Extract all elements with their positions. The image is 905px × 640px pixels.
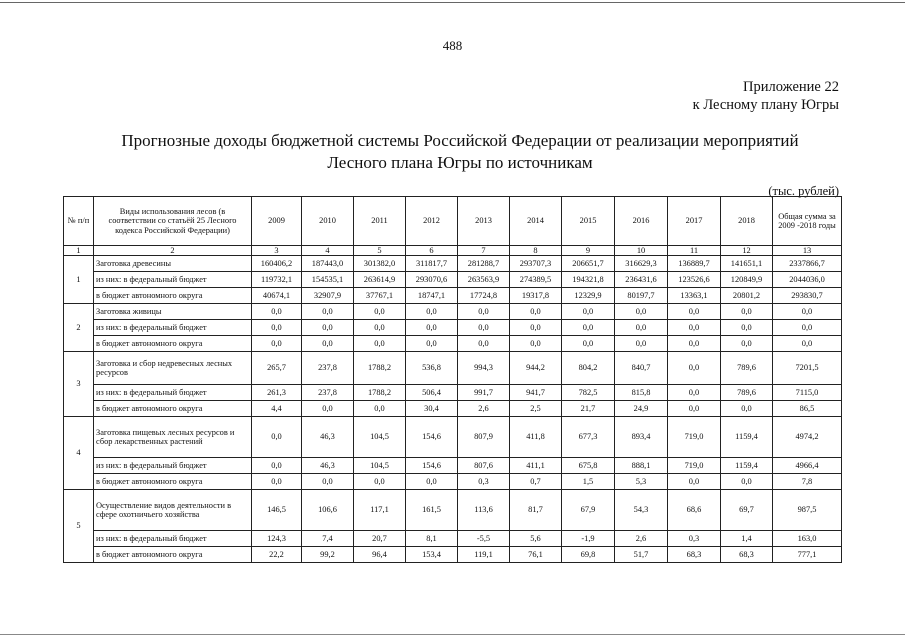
value-cell: 991,7 — [458, 385, 510, 401]
header-cell: 2010 — [302, 197, 354, 246]
value-cell: 0,0 — [252, 304, 302, 320]
value-cell: 96,4 — [354, 547, 406, 563]
value-cell: 68,6 — [668, 490, 721, 531]
row-name-cell: из них: в федеральный бюджет — [94, 272, 252, 288]
value-cell: 113,6 — [458, 490, 510, 531]
value-cell: 7,8 — [773, 474, 842, 490]
appendix-note — [693, 78, 839, 114]
value-cell: -1,9 — [562, 531, 615, 547]
value-cell: 0,0 — [615, 320, 668, 336]
value-cell: 1788,2 — [354, 385, 406, 401]
value-cell: 21,7 — [562, 401, 615, 417]
value-cell: 804,2 — [562, 352, 615, 385]
column-number-cell: 5 — [354, 246, 406, 256]
value-cell: 22,2 — [252, 547, 302, 563]
value-cell: 0,0 — [510, 320, 562, 336]
value-cell: 76,1 — [510, 547, 562, 563]
column-number-cell: 3 — [252, 246, 302, 256]
value-cell: 4966,4 — [773, 458, 842, 474]
revenue-table — [63, 196, 842, 563]
row-name-cell: Осуществление видов деятельности в сфере охотничьего хозяйства — [94, 490, 252, 531]
value-cell: 1788,2 — [354, 352, 406, 385]
table-row — [64, 352, 842, 385]
value-cell: 19317,8 — [510, 288, 562, 304]
value-cell: 1,5 — [562, 474, 615, 490]
table-row — [64, 288, 842, 304]
value-cell: 777,1 — [773, 547, 842, 563]
row-name-cell: в бюджет автономного округа — [94, 547, 252, 563]
value-cell: 69,8 — [562, 547, 615, 563]
header-cell: 2011 — [354, 197, 406, 246]
value-cell: 0,7 — [510, 474, 562, 490]
value-cell: 411,1 — [510, 458, 562, 474]
value-cell: 119,1 — [458, 547, 510, 563]
value-cell: 789,6 — [721, 352, 773, 385]
appendix-line-2: к Лесному плану Югры — [692, 97, 839, 113]
header-cell: 2013 — [458, 197, 510, 246]
table-row — [64, 304, 842, 320]
value-cell: 0,0 — [615, 336, 668, 352]
column-number-cell: 1 — [64, 246, 94, 256]
value-cell: 0,0 — [668, 304, 721, 320]
table-row — [64, 547, 842, 563]
value-cell: 411,8 — [510, 417, 562, 458]
value-cell: 293707,3 — [510, 256, 562, 272]
value-cell: 2337866,7 — [773, 256, 842, 272]
value-cell: 4974,2 — [773, 417, 842, 458]
value-cell: 141651,1 — [721, 256, 773, 272]
title-line-2: Лесного плана Югры по источникам — [327, 153, 593, 172]
row-name-cell: Заготовка и сбор недревесных лесных ресурсов — [94, 352, 252, 385]
value-cell: 840,7 — [615, 352, 668, 385]
value-cell: 0,0 — [615, 304, 668, 320]
value-cell: 17724,8 — [458, 288, 510, 304]
value-cell: 46,3 — [302, 458, 354, 474]
value-cell: 69,7 — [721, 490, 773, 531]
value-cell: 677,3 — [562, 417, 615, 458]
value-cell: 0,0 — [302, 401, 354, 417]
top-border-line — [0, 2, 905, 3]
value-cell: 51,7 — [615, 547, 668, 563]
value-cell: 311817,7 — [406, 256, 458, 272]
value-cell: 20801,2 — [721, 288, 773, 304]
value-cell: 46,3 — [302, 417, 354, 458]
row-name-cell: из них: в федеральный бюджет — [94, 320, 252, 336]
value-cell: 2,5 — [510, 401, 562, 417]
header-cell: 2014 — [510, 197, 562, 246]
value-cell: 99,2 — [302, 547, 354, 563]
value-cell: 160406,2 — [252, 256, 302, 272]
value-cell: 4,4 — [252, 401, 302, 417]
value-cell: 281288,7 — [458, 256, 510, 272]
value-cell: 0,0 — [668, 320, 721, 336]
value-cell: 86,5 — [773, 401, 842, 417]
value-cell: 104,5 — [354, 458, 406, 474]
row-number-cell: 1 — [64, 256, 94, 304]
row-name-cell: Заготовка пищевых лесных ресурсов и сбор лекарственных растений — [94, 417, 252, 458]
value-cell: 106,6 — [302, 490, 354, 531]
value-cell: 7,4 — [302, 531, 354, 547]
value-cell: 0,0 — [354, 336, 406, 352]
table-row — [64, 320, 842, 336]
value-cell: 0,0 — [406, 320, 458, 336]
column-number-cell: 7 — [458, 246, 510, 256]
value-cell: 104,5 — [354, 417, 406, 458]
value-cell: 0,0 — [721, 320, 773, 336]
table-row — [64, 336, 842, 352]
value-cell: 0,0 — [668, 401, 721, 417]
value-cell: 124,3 — [252, 531, 302, 547]
value-cell: 815,8 — [615, 385, 668, 401]
value-cell: 0,0 — [668, 336, 721, 352]
value-cell: 68,3 — [721, 547, 773, 563]
value-cell: 123526,6 — [668, 272, 721, 288]
column-number-cell: 4 — [302, 246, 354, 256]
value-cell: 30,4 — [406, 401, 458, 417]
table-row — [64, 401, 842, 417]
row-name-cell: в бюджет автономного округа — [94, 401, 252, 417]
value-cell: 719,0 — [668, 417, 721, 458]
value-cell: 293070,6 — [406, 272, 458, 288]
row-name-cell: Заготовка древесины — [94, 256, 252, 272]
column-number-cell: 2 — [94, 246, 252, 256]
value-cell: 80197,7 — [615, 288, 668, 304]
header-cell: 2009 — [252, 197, 302, 246]
value-cell: 536,8 — [406, 352, 458, 385]
document-title — [60, 130, 860, 174]
value-cell: 0,0 — [302, 320, 354, 336]
page-number: 488 — [442, 38, 463, 53]
value-cell: 0,0 — [773, 304, 842, 320]
value-cell: 0,0 — [354, 401, 406, 417]
value-cell: 0,0 — [354, 474, 406, 490]
value-cell: 782,5 — [562, 385, 615, 401]
value-cell: 154,6 — [406, 417, 458, 458]
value-cell: 316629,3 — [615, 256, 668, 272]
table-row — [64, 256, 842, 272]
value-cell: 2,6 — [458, 401, 510, 417]
value-cell: 13363,1 — [668, 288, 721, 304]
value-cell: 0,3 — [668, 531, 721, 547]
value-cell: 24,9 — [615, 401, 668, 417]
table-body — [64, 256, 842, 563]
value-cell: 0,0 — [721, 336, 773, 352]
value-cell: 67,9 — [562, 490, 615, 531]
value-cell: 265,7 — [252, 352, 302, 385]
value-cell: 2044036,0 — [773, 272, 842, 288]
table-row — [64, 458, 842, 474]
value-cell: 0,0 — [721, 474, 773, 490]
column-number-cell: 12 — [721, 246, 773, 256]
row-number-cell: 5 — [64, 490, 94, 563]
table-row — [64, 272, 842, 288]
value-cell: 807,9 — [458, 417, 510, 458]
value-cell: 994,3 — [458, 352, 510, 385]
value-cell: 263614,9 — [354, 272, 406, 288]
value-cell: 154535,1 — [302, 272, 354, 288]
value-cell: 506,4 — [406, 385, 458, 401]
value-cell: 0,0 — [302, 336, 354, 352]
value-cell: 719,0 — [668, 458, 721, 474]
value-cell: 0,0 — [668, 385, 721, 401]
value-cell: 893,4 — [615, 417, 668, 458]
value-cell: 0,0 — [458, 320, 510, 336]
value-cell: 0,0 — [406, 474, 458, 490]
value-cell: 807,6 — [458, 458, 510, 474]
value-cell: 0,0 — [668, 474, 721, 490]
row-name-cell: из них: в федеральный бюджет — [94, 458, 252, 474]
row-number-cell: 3 — [64, 352, 94, 417]
value-cell: 2,6 — [615, 531, 668, 547]
header-row — [64, 197, 842, 246]
row-name-cell: из них: в федеральный бюджет — [94, 531, 252, 547]
value-cell: 675,8 — [562, 458, 615, 474]
value-cell: 163,0 — [773, 531, 842, 547]
column-number-cell: 11 — [668, 246, 721, 256]
value-cell: 0,0 — [562, 336, 615, 352]
value-cell: 944,2 — [510, 352, 562, 385]
row-name-cell: в бюджет автономного округа — [94, 336, 252, 352]
value-cell: 236431,6 — [615, 272, 668, 288]
value-cell: 301382,0 — [354, 256, 406, 272]
value-cell: 0,0 — [510, 304, 562, 320]
value-cell: 146,5 — [252, 490, 302, 531]
value-cell: 0,0 — [406, 336, 458, 352]
value-cell: 5,3 — [615, 474, 668, 490]
value-cell: 161,5 — [406, 490, 458, 531]
table-row — [64, 490, 842, 531]
value-cell: 0,0 — [354, 304, 406, 320]
value-cell: 18747,1 — [406, 288, 458, 304]
value-cell: 0,0 — [721, 304, 773, 320]
value-cell: 789,6 — [721, 385, 773, 401]
value-cell: 0,0 — [252, 336, 302, 352]
header-cell: 2015 — [562, 197, 615, 246]
column-number-cell: 8 — [510, 246, 562, 256]
header-cell: Виды использования лесов (в соответствии со статьёй 25 Лесного кодекса Российской Федерации) — [94, 197, 252, 246]
value-cell: 1,4 — [721, 531, 773, 547]
value-cell: 0,0 — [458, 336, 510, 352]
value-cell: 0,0 — [773, 320, 842, 336]
value-cell: 7201,5 — [773, 352, 842, 385]
value-cell: 0,0 — [510, 336, 562, 352]
appendix-line-1: Приложение 22 — [743, 79, 839, 95]
value-cell: 153,4 — [406, 547, 458, 563]
value-cell: 0,0 — [252, 320, 302, 336]
value-cell: -5,5 — [458, 531, 510, 547]
value-cell: 274389,5 — [510, 272, 562, 288]
value-cell: 237,8 — [302, 352, 354, 385]
value-cell: 0,0 — [562, 304, 615, 320]
header-cell: 2017 — [668, 197, 721, 246]
value-cell: 120849,9 — [721, 272, 773, 288]
value-cell: 20,7 — [354, 531, 406, 547]
value-cell: 0,0 — [354, 320, 406, 336]
value-cell: 1159,4 — [721, 458, 773, 474]
value-cell: 8,1 — [406, 531, 458, 547]
bottom-border-line — [0, 634, 905, 635]
table-row — [64, 385, 842, 401]
value-cell: 32907,9 — [302, 288, 354, 304]
value-cell: 888,1 — [615, 458, 668, 474]
value-cell: 54,3 — [615, 490, 668, 531]
value-cell: 119732,1 — [252, 272, 302, 288]
column-number-cell: 10 — [615, 246, 668, 256]
table-row — [64, 531, 842, 547]
units-label: (тыс. рублей) — [768, 184, 839, 198]
value-cell: 5,6 — [510, 531, 562, 547]
column-number-row — [64, 246, 842, 256]
column-number-cell: 9 — [562, 246, 615, 256]
value-cell: 941,7 — [510, 385, 562, 401]
value-cell: 206651,7 — [562, 256, 615, 272]
table-row — [64, 417, 842, 458]
column-number-cell: 13 — [773, 246, 842, 256]
value-cell: 293830,7 — [773, 288, 842, 304]
header-cell: 2012 — [406, 197, 458, 246]
row-name-cell: в бюджет автономного округа — [94, 288, 252, 304]
header-cell: 2016 — [615, 197, 668, 246]
value-cell: 0,0 — [302, 304, 354, 320]
table-header — [64, 197, 842, 256]
value-cell: 37767,1 — [354, 288, 406, 304]
value-cell: 0,0 — [252, 474, 302, 490]
value-cell: 194321,8 — [562, 272, 615, 288]
value-cell: 1159,4 — [721, 417, 773, 458]
row-number-cell: 4 — [64, 417, 94, 490]
row-name-cell: Заготовка живицы — [94, 304, 252, 320]
table-row — [64, 474, 842, 490]
row-name-cell: из них: в федеральный бюджет — [94, 385, 252, 401]
value-cell: 0,0 — [252, 458, 302, 474]
value-cell: 237,8 — [302, 385, 354, 401]
value-cell: 0,0 — [458, 304, 510, 320]
value-cell: 0,0 — [562, 320, 615, 336]
title-line-1: Прогнозные доходы бюджетной системы Российской Федерации от реализации мероприятий — [121, 131, 799, 150]
value-cell: 0,0 — [252, 417, 302, 458]
value-cell: 117,1 — [354, 490, 406, 531]
value-cell: 0,3 — [458, 474, 510, 490]
value-cell: 0,0 — [668, 352, 721, 385]
value-cell: 0,0 — [406, 304, 458, 320]
value-cell: 0,0 — [773, 336, 842, 352]
header-cell: 2018 — [721, 197, 773, 246]
column-number-cell: 6 — [406, 246, 458, 256]
value-cell: 261,3 — [252, 385, 302, 401]
value-cell: 187443,0 — [302, 256, 354, 272]
value-cell: 136889,7 — [668, 256, 721, 272]
value-cell: 154,6 — [406, 458, 458, 474]
value-cell: 263563,9 — [458, 272, 510, 288]
header-cell: Общая сумма за 2009 -2018 годы — [773, 197, 842, 246]
value-cell: 81,7 — [510, 490, 562, 531]
value-cell: 0,0 — [302, 474, 354, 490]
header-cell: № п/п — [64, 197, 94, 246]
row-name-cell: в бюджет автономного округа — [94, 474, 252, 490]
value-cell: 12329,9 — [562, 288, 615, 304]
row-number-cell: 2 — [64, 304, 94, 352]
value-cell: 0,0 — [721, 401, 773, 417]
value-cell: 68,3 — [668, 547, 721, 563]
value-cell: 40674,1 — [252, 288, 302, 304]
value-cell: 7115,0 — [773, 385, 842, 401]
value-cell: 987,5 — [773, 490, 842, 531]
